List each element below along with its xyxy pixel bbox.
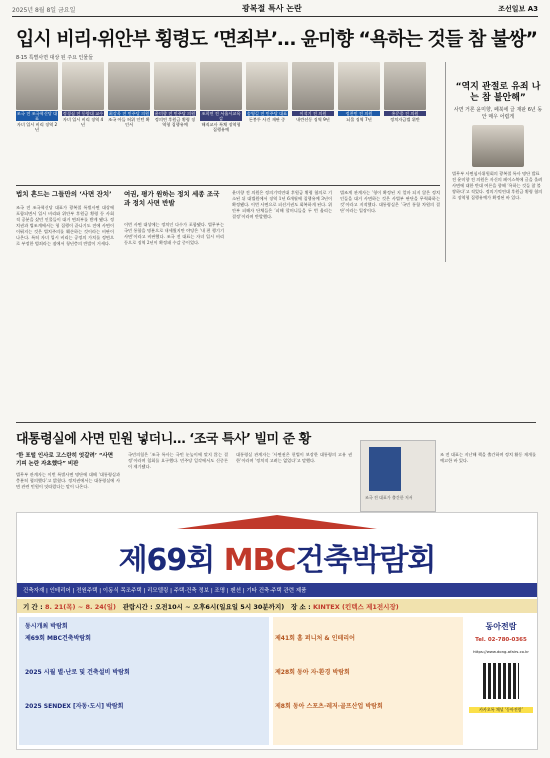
kakao-label: 카카오톡 채널 ‘동아전람’ xyxy=(469,707,533,713)
person-name: 최강욱 전 민주당 의원 xyxy=(108,111,150,116)
col2-body: 이번 사면 대상에는 정치인 다수가 포함됐다. 법무부는 국민 통합을 명분으로 내세웠지만 야당은 ‘내 편 챙기기 사면’이라고 비판했다. 조국 전 대표는 자녀 입시 비리 등으로 징역 2년이 확정돼 수감 중이었다. xyxy=(124,222,224,245)
person-photo xyxy=(154,62,196,127)
second-subhead: ‘한 포털 인사로 고스란히 엇갈려’ “사면 기피 논란 자초했다” 비판 xyxy=(16,453,114,467)
event-item: 제8회 동아 스포츠·레저·골프산업 박람회 xyxy=(275,703,383,710)
col2-head: 여권, 평가 원하는 정치 세종 조국 과 정치 사면 반발 xyxy=(124,190,220,207)
event-item: 제41회 홈 퍼니처 & 인테리어 xyxy=(275,635,355,642)
sidebar-story xyxy=(445,62,544,262)
sidebar-body: 법무부 사면심사위원회의 광복절 특사 명단 발표 전 윤미향 전 의원은 자신의 페이스북에 글을 올려 사면에 대한 반대 여론을 향해 ‘욕하는 것들 참 불쌍하다’고 적었다. 정의기억연대 후원금 횡령 혐의로 징역형 집행유예가 확정된 바 있다. xyxy=(452,171,543,200)
person-name: 정찬민 전 의원 xyxy=(338,111,380,116)
sidebar-photo xyxy=(472,125,524,167)
person-name: 정경심 전 동양대 교수 xyxy=(62,111,104,116)
sidebar-subtitle: 사면 거론 윤미향, 페북에 글 재판 6년 동안 매우 어렵게 xyxy=(453,107,543,120)
portrait-image xyxy=(16,62,58,110)
qr-code-icon xyxy=(483,663,519,699)
person-photo xyxy=(338,62,380,122)
person-desc: 자녀 입시 비리 징역 2년 xyxy=(16,122,58,132)
person-photo xyxy=(292,62,334,122)
event-item: 제69회 MBC건축박람회 xyxy=(25,635,91,642)
person-desc: 돈봉투 사건 재판 중 xyxy=(248,117,286,122)
portrait-image xyxy=(108,62,150,110)
col1-body: 조국 전 조국혁신당 대표가 광복절 특별사면 대상에 포함되면서 입시 비리와 위안부 후원금 횡령 등 사회적 공분을 샀던 인물들이 대거 면죄부를 받게 됐다. 정치권과 법조계에서는 형 집행이 끝나기도 전에 사면이 이뤄지는 것은 법치주의를 훼손하는 것이라는 비판이 나온다. 특히 자녀 입시 비리는 공정의 가치를 정면으로 부정한 범죄라는 점에서 청년층의 반발이 거세다. xyxy=(16,205,114,246)
person-desc: 조국 아들 허위 인턴 확인서 xyxy=(108,117,150,127)
ad-title: 제69회 MBC건축박람회 xyxy=(118,543,436,578)
event-item: 제28회 동아 자·환경 박람회 xyxy=(275,669,350,676)
portrait-image xyxy=(292,62,334,110)
sidebar-title: “역지 관절로 유죄 나는 참 불안해” xyxy=(455,82,541,103)
person-photo xyxy=(384,62,426,122)
person-desc: 내란선동 징역 9년 xyxy=(296,117,330,122)
person-name: 홍문종 전 의원 xyxy=(384,111,426,116)
person-name: 조희연 전 서울시교육감 xyxy=(201,111,241,121)
issue-date: 2025년 8월 8일 금요일 xyxy=(12,7,76,14)
portrait-image xyxy=(384,62,426,110)
person-name: 송영길 전 민주당 대표 xyxy=(246,111,288,116)
divider xyxy=(16,422,536,423)
person-desc: 뇌물 징역 7년 xyxy=(346,117,372,122)
person-name: 조국 전 조국혁신당 대표 xyxy=(16,111,58,121)
col1-head: 법치 흔드는 그들만의 ‘사면 잔치’ xyxy=(16,190,112,198)
portrait-image xyxy=(62,62,104,110)
person-photo xyxy=(62,62,104,127)
person-photo xyxy=(108,62,150,127)
book-photo xyxy=(360,440,436,512)
ad-tel: Tel. 02-780-0365 xyxy=(475,637,527,643)
person-desc: 해직교사 특채 징역형 집행유예 xyxy=(201,122,241,132)
person-name: 이석기 전 의원 xyxy=(292,111,334,116)
photo-caption: 조국 전 대표가 출간한 저서 xyxy=(365,495,413,500)
main-headline: 입시 비리·위안부 횡령도 ‘면죄부’… 윤미향 “욕하는 것들 참 불쌍” xyxy=(16,28,538,50)
portrait-image xyxy=(246,62,288,110)
second-body-3: 대통령실 관계자는 ‘사면권은 헌법이 보장한 대통령의 고유 권한’이라며 ‘정치적 고려는 없었다’고 말했다. xyxy=(236,452,352,463)
second-body-1: 법무부 관계자는 이번 특별사면 명단에 대해 ‘대통령실과 충분히 협의했다’고 밝혔다. 정치권에서는 대통령실에 사면 관련 민원이 잇따랐다는 말이 나온다. xyxy=(16,472,120,489)
portrait-image xyxy=(338,62,380,110)
events-title: 동시개최 박람회 xyxy=(25,623,68,630)
section-title: 광복절 특사 논란 xyxy=(242,4,302,13)
ad-url[interactable]: https://www.dong-afairs.co.kr xyxy=(473,649,529,654)
book-cover xyxy=(369,447,401,491)
person-name: 윤미향 전 민주당 의원 xyxy=(154,111,196,116)
person-photo xyxy=(246,62,288,122)
photo-grid xyxy=(16,62,436,180)
col4-body: 법조계 관계자는 ‘형이 확정된 지 얼마 되지 않은 정치인들을 대거 사면하는 것은 사법부 판단을 무력화하는 것’이라고 지적했다. 대통령실은 ‘국민 통합 차원의 결단’이라는 입장이다. xyxy=(340,190,440,213)
divider xyxy=(16,185,440,186)
person-photo xyxy=(16,62,58,132)
person-desc: 정의연 후원금 횡령 징역형 집행유예 xyxy=(154,117,196,127)
page-header xyxy=(12,0,538,17)
person-desc: 자녀 입시 비리 징역 4년 xyxy=(62,117,104,127)
second-body-4: 조 전 대표는 지난해 책을 출간하며 정치 활동 재개를 예고한 바 있다. xyxy=(440,452,536,463)
portrait-image xyxy=(200,62,242,110)
event-item: 2025 SENDEX [자동·도시] 박람회 xyxy=(25,703,124,710)
photo-kicker: 8·15 특별사면 대상 된 주요 인물들 xyxy=(16,55,94,61)
person-photo xyxy=(200,62,242,132)
second-headline: 대통령실에 사면 민원 넣더니… ‘조국 특사’ 빌미 준 황 xyxy=(16,432,311,447)
event-item: 2025 시월 별·난로 및 건축설비 박람회 xyxy=(25,669,130,676)
page-number: 조선일보 A3 xyxy=(498,5,538,13)
col3-body: 윤미향 전 의원은 정의기억연대 후원금 횡령 혐의로 기소된 뒤 대법원에서 징역 1년 6개월에 집행유예 3년이 확정됐다. 이번 사면으로 피선거권도 회복하게 된다. 위안부 피해자 단체들은 ‘피해 할머니들을 두 번 울리는 결정’이라며 반발했다. xyxy=(232,190,332,219)
advertisement xyxy=(16,512,538,750)
ad-categories: 건축자재 | 인테리어 | 전원주택 | 이동식 목조주택 | 리모델링 | 주택·건축 정보 | 조명 | 펜션 | 기타 건축·주택 관련 제품 xyxy=(23,588,307,594)
person-desc: 정치자금법 위반 xyxy=(390,117,420,122)
ad-period: 기 간 : 8. 21(목) ~ 8. 24(일) 관람시간 : 오전10시 ~ 오후6시(일요일 5시 30분까지) 장 소 : KINTEX (킨텍스 제1전시장) xyxy=(23,603,399,611)
second-body-2: 국민의힘은 ‘조국 특사는 국민 눈높이에 맞지 않는 결정’이라며 철회를 요구했다. 민주당 일각에서도 신중론이 제기됐다. xyxy=(128,452,228,469)
portrait-image xyxy=(154,62,196,110)
ad-company: 동아전람 xyxy=(485,622,517,631)
events-list xyxy=(25,633,465,743)
